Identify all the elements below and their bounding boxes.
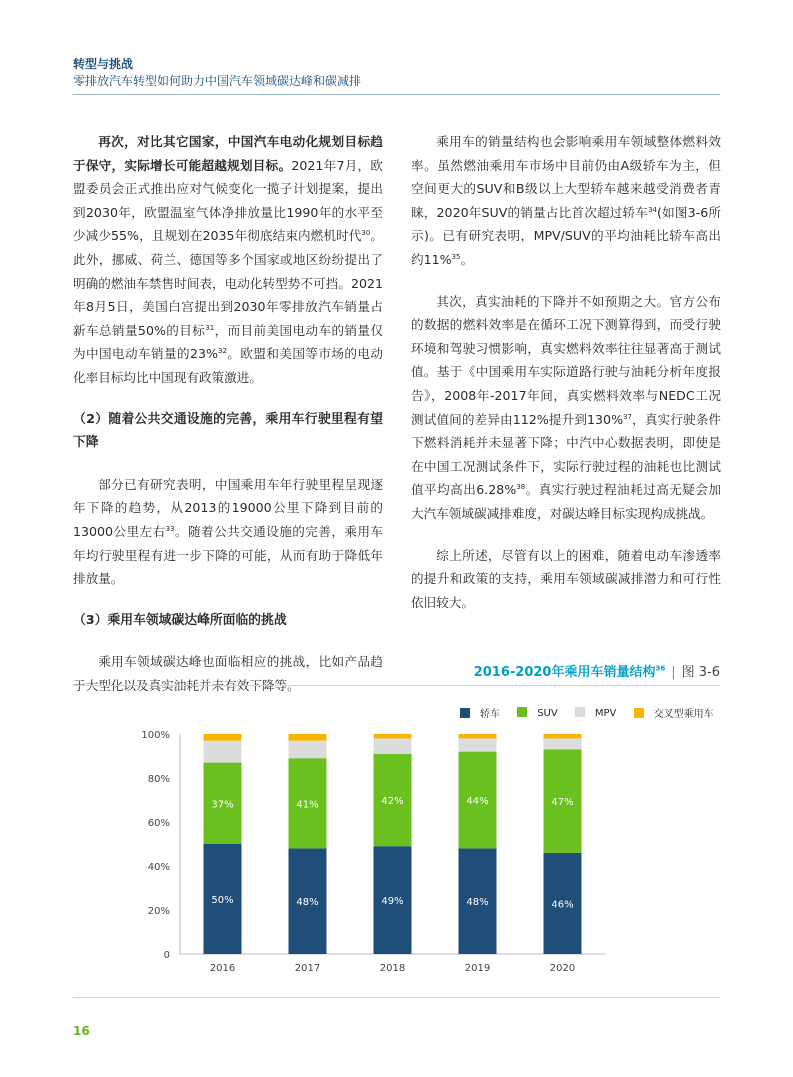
legend-label: 轿车 xyxy=(480,709,500,720)
paragraph-mileage xyxy=(73,473,383,591)
legend-label: MPV xyxy=(594,707,617,719)
bar-segment xyxy=(289,734,327,741)
legend-label: SUV xyxy=(537,707,558,719)
footnote-ref: 32 xyxy=(218,347,227,356)
footnote-ref: 37 xyxy=(623,412,632,421)
legend-item-mpv xyxy=(575,707,617,719)
caption-separator: | xyxy=(671,665,676,680)
text-run: 。 xyxy=(460,251,474,267)
paragraph-challenges: 乘用车领域碳达峰也面临相应的挑战，比如产品趋于大型化以及真实油耗并未有效下降等。 xyxy=(73,654,383,693)
y-tick-label: 0 xyxy=(163,950,170,961)
header-subtitle: 零排放汽车转型如何助力中国汽车领域碳达峰和碳减排 xyxy=(73,74,362,88)
legend-item-sedan xyxy=(460,705,500,720)
x-tick-label: 2016 xyxy=(209,963,236,974)
subheading-challenges: （3）乘用车领域碳达峰所面临的挑战 xyxy=(73,612,287,628)
y-tick-label: 60% xyxy=(147,818,170,829)
bar-segment xyxy=(544,734,582,738)
bar-segment xyxy=(374,734,412,738)
stacked-bar-chart xyxy=(130,725,650,980)
figure-top-divider xyxy=(73,685,720,686)
x-tick-label: 2020 xyxy=(549,963,576,974)
bar-segment xyxy=(204,734,242,741)
text-run: 部分已有研究表明，中国乘用车年行驶里程呈现逐年下降的趋势，从2013的19000公里下降到目前的13000公里左右 xyxy=(73,476,383,539)
page-number: 16 xyxy=(73,1024,90,1038)
chart-legend xyxy=(460,705,714,720)
y-tick-label: 20% xyxy=(147,906,170,917)
text-run: 。真实行驶过程油耗过高无疑会加大汽车领域碳减排难度，对碳达峰目标实现构成挑战。 xyxy=(411,482,722,521)
bar-segment xyxy=(204,741,242,763)
figure-caption xyxy=(474,661,720,680)
legend-swatch xyxy=(634,708,644,718)
footnote-ref: 30 xyxy=(361,229,371,238)
text-run: 。欧盟和美国等市场的电动化率目标均比中国现有政策激进。 xyxy=(73,346,383,385)
data-label: 50% xyxy=(211,895,234,906)
x-tick-label: 2019 xyxy=(464,963,491,974)
footnote-ref: 35 xyxy=(451,252,461,261)
bar-segment xyxy=(459,738,497,751)
y-tick-label: 40% xyxy=(147,862,170,873)
footnote-ref: 38 xyxy=(516,483,526,492)
text-run: ，而目前美国电动车的销量仅为中国电动车销量的23% xyxy=(73,322,383,362)
bar-segment xyxy=(289,741,327,759)
text-run: 。此外，挪威、荷兰、德国等多个国家或地区纷纷提出了明确的燃油车禁售时间表，电动化转型势不可挡。2021年8月5日，美国白宫提出到2030年零排放汽车销量占新车总销量50%的目标 xyxy=(73,228,384,338)
bar-segment xyxy=(374,738,412,753)
text-run: (如图3-6所示)。已有研究表明，MPV/SUV的平均油耗比轿车高出约11% xyxy=(411,204,721,267)
footnote-ref: 36 xyxy=(655,664,666,673)
bar-segment xyxy=(544,738,582,749)
legend-swatch xyxy=(575,707,585,717)
x-tick-label: 2018 xyxy=(379,963,406,974)
paragraph-lead-bold: 再次，对比其它国家，中国汽车电动化规划目标趋于保守，实际增长可能超越规划目标。 xyxy=(73,134,383,173)
legend-item-suv xyxy=(517,707,558,719)
paragraph-summary: 综上所述，尽管有以上的困难，随着电动车渗透率的提升和政策的支持，乘用车领域碳减排潜力和可行性依旧较大。 xyxy=(411,547,721,610)
y-tick-label: 80% xyxy=(147,774,170,785)
data-label: 47% xyxy=(551,797,574,809)
header-section-title: 转型与挑战 xyxy=(73,57,134,71)
data-label: 49% xyxy=(381,896,404,908)
text-run: 乘用车的销量结构也会影响乘用车领域整体燃料效率。虽然燃油乘用车市场中目前仍由A级轿车为主，但空间更大的SUV和B级以上大型轿车越来越受消费者青睐，2020年SUV的销量占比首次超过轿车 xyxy=(411,134,721,220)
footnote-ref: 33 xyxy=(165,524,175,533)
footnote-ref: 31 xyxy=(205,323,215,332)
figure-bottom-divider xyxy=(73,997,720,998)
legend-item-crossover xyxy=(634,705,714,720)
data-label: 48% xyxy=(296,897,319,909)
text-run: 其次，真实油耗的下降并不如预期之大。官方公布的数据的燃料效率是在循环工况下测算得到，而受行驶环境和驾驶习惯影响，真实燃料效率往往显著高于测试值。基于《中国乘用车实际道路行驶与油耗分析年度报告》，2008年-2017年间，真实燃料效率与NEDC工况测试值间的差异由112%提升到130% xyxy=(411,293,721,427)
paragraph-sales-structure xyxy=(411,130,721,272)
text-run: 。随着公共交通设施的完善，乘用车年均行驶里程有进一步下降的可能，从而有助于降低年排放量。 xyxy=(73,523,383,587)
header-divider xyxy=(73,94,720,95)
paragraph-comparison xyxy=(73,130,383,390)
paragraph-real-fuel xyxy=(411,290,721,526)
y-tick-label: 100% xyxy=(141,730,170,741)
data-label: 37% xyxy=(211,799,234,811)
right-column xyxy=(411,130,721,632)
data-label: 46% xyxy=(551,899,574,911)
legend-swatch xyxy=(517,707,527,717)
text-run: ，真实行驶条件下燃料消耗并未显著下降；中汽中心数据表明，即使是在中国工况测试条件下，实际行驶过程的油耗也比测试值平均高出6.28% xyxy=(411,411,721,498)
left-column xyxy=(73,130,383,715)
data-label: 44% xyxy=(466,796,489,807)
data-label: 42% xyxy=(381,796,404,807)
x-tick-label: 2017 xyxy=(294,963,321,974)
figure-number: 图 3-6 xyxy=(681,665,720,680)
footnote-ref: 34 xyxy=(648,205,657,214)
subheading-mileage: （2）随着公共交通设施的完善，乘用车行驶里程有望下降 xyxy=(73,411,383,451)
legend-swatch xyxy=(460,708,470,718)
data-label: 48% xyxy=(466,897,489,909)
data-label: 41% xyxy=(296,799,319,811)
legend-label: 交叉型乘用车 xyxy=(653,709,714,720)
text-run: 2021年7月，欧盟委员会正式推出应对气候变化一揽子计划提案，提出到2030年，欧盟温室气体净排放量比1990年的水平至少减少55%，且规划在2035年彻底结束内燃机时代 xyxy=(73,157,383,244)
figure-caption-title: 2016-2020年乘用车销量结构 xyxy=(473,665,656,680)
bar-segment xyxy=(459,734,497,738)
